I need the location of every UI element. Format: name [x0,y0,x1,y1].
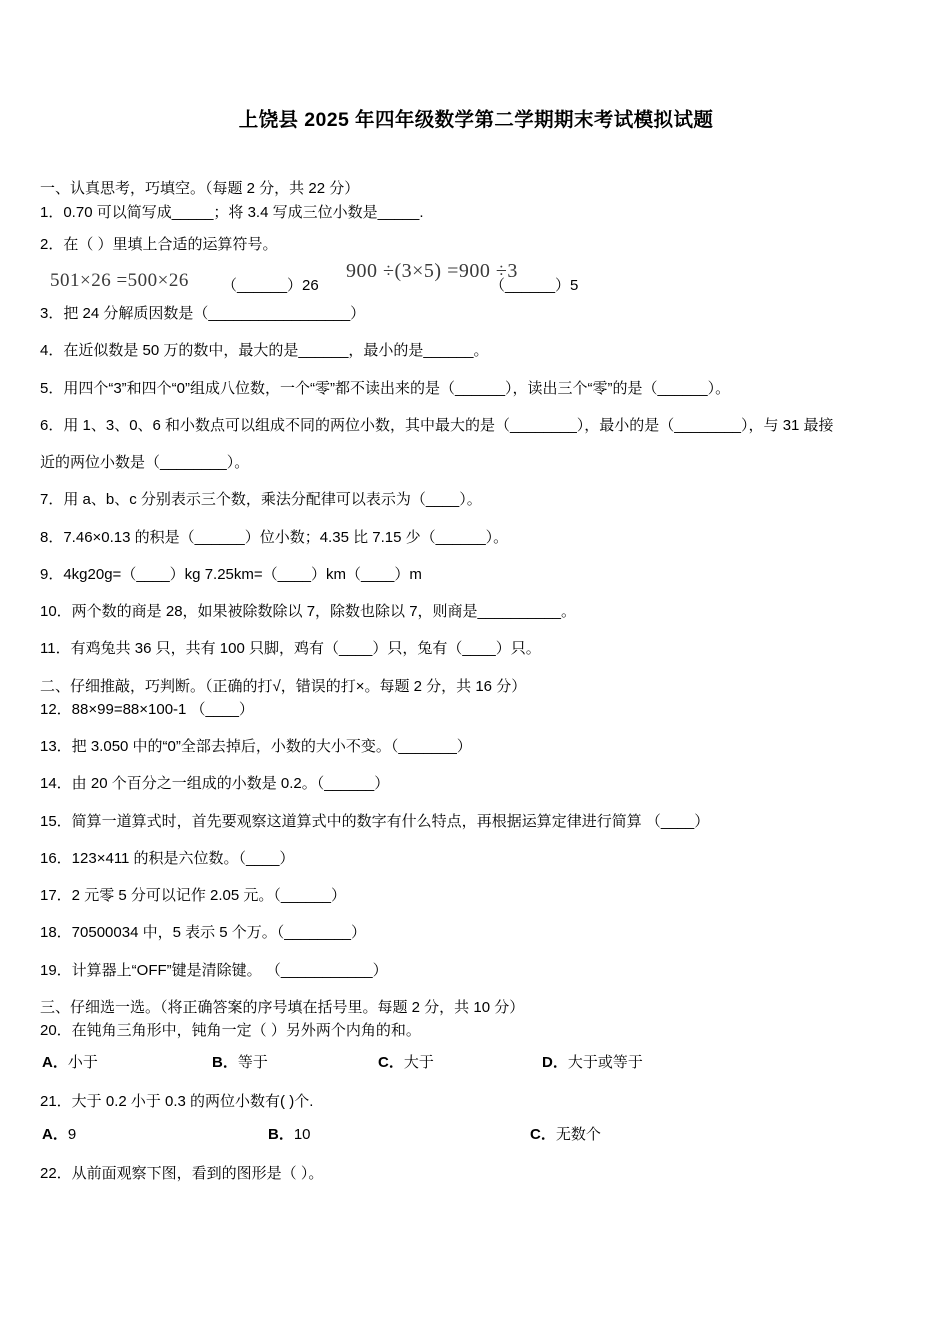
spacer [40,1114,912,1123]
math-expression-2: 900 ÷(3×5) =900 ÷3 [346,260,518,283]
choice-q21-b[interactable] [268,1123,311,1144]
question-2-expressions [40,256,912,302]
spacer [40,796,912,810]
spacer [40,870,912,884]
spacer [40,153,912,173]
spacer [40,623,912,637]
choice-q20-a[interactable] [42,1051,98,1072]
page-content [40,0,912,1185]
question-9: 9．4kg20g=（____）kg 7.25km=（____）km（____）m [40,565,422,583]
question-15: 15．简算一道算式时，首先要观察这道算式中的数字有什么特点，再根据运算定律进行简算 （____） [40,812,710,830]
spacer [40,1153,912,1162]
spacer [40,721,912,735]
math-blank-2: （______）5 [490,277,579,295]
choice-q20-c[interactable] [378,1051,434,1072]
spacer [40,586,912,600]
math-blank-1: （______）26 [222,277,319,295]
choice-label: A． [42,1054,68,1072]
question-20-choices [40,1051,912,1081]
choice-q21-c[interactable] [530,1123,601,1144]
spacer [40,907,912,921]
choice-label: A． [42,1125,68,1143]
spacer [40,224,912,233]
choice-text: 10 [293,1125,311,1143]
question-21-choices [40,1123,912,1153]
math-expression-1: 501×26 =500×26 [50,270,189,292]
spacer [40,437,912,451]
question-4: 4．在近似数是 50 万的数中，最大的是______，最小的是______。 [40,342,489,360]
choice-q20-d[interactable] [542,1051,643,1072]
question-19: 19．计算器上“OFF”键是清除键。 （___________） [40,961,388,979]
question-8: 8．7.46×0.13 的积是（______）位小数；4.35 比 7.15 少（______）。 [40,528,509,546]
question-22: 22．从前面观察下图，看到的图形是（ ）。 [40,1164,324,1182]
question-21: 21．大于 0.2 小于 0.3 的两位小数有( )个. [40,1093,314,1111]
question-11: 11．有鸡兔共 36 只，共有 100 只脚，鸡有（____）只，兔有（____）只。 [40,640,541,658]
choice-q21-a[interactable] [42,1123,76,1144]
spacer [40,512,912,526]
spacer [40,833,912,847]
question-5: 5．用四个“3”和四个“0”组成八位数，一个“零”都不读出来的是（______），读出三个“零”的是（______）。 [40,379,731,397]
choice-label: B． [268,1125,294,1143]
choice-label: C． [530,1125,556,1143]
choice-text: 无数个 [555,1125,601,1143]
question-17: 17．2 元零 5 分可以记作 2.05 元。（______） [40,887,346,905]
choice-text: 大于或等于 [567,1054,643,1072]
section-heading-1: 一、认真思考，巧填空。（每题 2 分，共 22 分） [40,180,360,198]
spacer [40,1081,912,1090]
question-6-line-1: 6．用 1、3、0、6 和小数点可以组成不同的两位小数，其中最大的是（________），最小的是（________），与 31 最接 [40,416,834,434]
spacer [40,474,912,488]
question-20: 20．在钝角三角形中，钝角一定（ ）另外两个内角的和。 [40,1022,421,1040]
page-title: 上饶县 2025 年四年级数学第二学期期末考试模拟试题 [238,109,714,131]
spacer [40,325,912,339]
section-heading-3: 三、仔细选一选。（将正确答案的序号填在括号里。每题 2 分，共 10 分） [40,998,525,1016]
question-10: 10．两个数的商是 28，如果被除数除以 7，除数也除以 7，则商是__________。 [40,603,576,621]
choice-text: 9 [67,1125,77,1143]
spacer [40,661,912,675]
question-3: 3．把 24 分解质因数是（_________________） [40,305,366,323]
spacer [40,758,912,772]
question-16: 16．123×411 的积是六位数。（____） [40,849,295,867]
question-14: 14．由 20 个百分之一组成的小数是 0.2。（______） [40,775,390,793]
spacer [40,982,912,996]
section-heading-2: 二、仔细推敲，巧判断。（正确的打√，错误的打×。每题 2 分，共 16 分） [40,677,527,695]
spacer [40,400,912,414]
choice-text: 大于 [403,1054,434,1072]
question-18: 18．70500034 中，5 表示 5 个万。（________） [40,924,367,942]
question-6-line-2: 近的两位小数是（________）。 [40,454,250,472]
question-13: 13．把 3.050 中的“0”全部去掉后，小数的大小不变。（_______） [40,738,472,756]
spacer [40,945,912,959]
spacer [40,1042,912,1051]
question-12: 12．88×99=88×100-1 （____） [40,700,254,718]
question-2: 2．在（ ）里填上合适的运算符号。 [40,235,278,253]
choice-label: D． [542,1054,568,1072]
question-7: 7．用 a、b、c 分别表示三个数，乘法分配律可以表示为（____）。 [40,491,482,509]
spacer [40,363,912,377]
question-1: 1．0.70 可以简写成_____；将 3.4 写成三位小数是_____. [40,203,424,221]
choice-label: C． [378,1054,404,1072]
choice-q20-b[interactable] [212,1051,268,1072]
spacer [40,133,912,153]
choice-text: 等于 [237,1054,268,1072]
choice-label: B． [212,1054,238,1072]
choice-text: 小于 [67,1054,98,1072]
spacer [40,549,912,563]
